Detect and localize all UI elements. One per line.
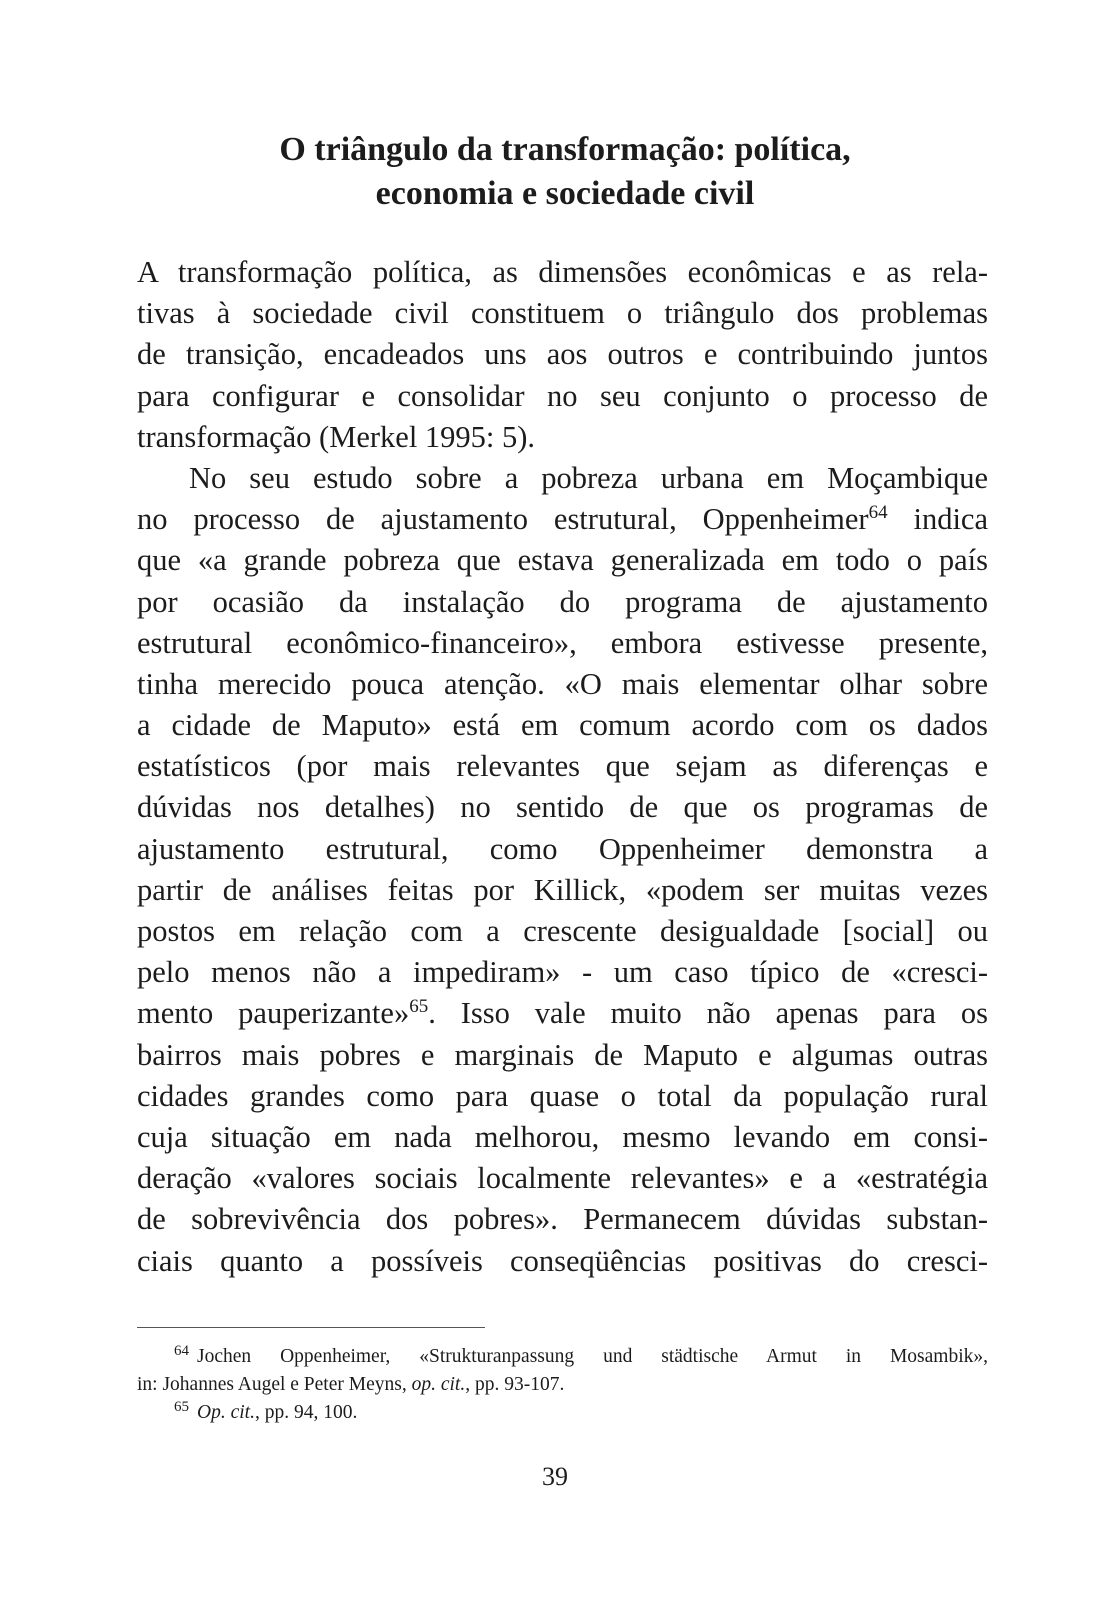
footnote-text: , pp. 93-107.: [465, 1374, 565, 1395]
text-line: [137, 993, 988, 1034]
text-line: tinha merecido pouca atenção. «O mais elementar olhar sobre: [137, 666, 988, 701]
chapter-title: [140, 128, 990, 216]
text-line: A transformação política, as dimensões econômicas e as rela-: [137, 255, 988, 289]
text-line: deração «valores sociais localmente relevantes» e a «estratégia: [137, 1161, 988, 1196]
text-fragment: indica: [887, 502, 988, 537]
text-line: postos em relação com a crescente desigualdade [social] ou: [137, 914, 988, 948]
footnote-ref-64[interactable]: 64: [868, 502, 888, 524]
footnote-64: [137, 1343, 988, 1371]
footnote-text: in: Johannes Augel e Peter Meyns,: [137, 1374, 412, 1395]
footnotes: [137, 1343, 988, 1427]
text-line: de transição, encadeados uns aos outros e contribuindo juntos: [137, 337, 988, 372]
text-line: pelo menos não a impediram» - um caso típico de «cresci-: [137, 955, 988, 990]
text-line: bairros mais pobres e marginais de Maputo e algumas outras: [137, 1037, 988, 1072]
footnote-65: [137, 1399, 988, 1427]
text-line: No seu estudo sobre a pobreza urbana em Moçambique: [189, 460, 988, 495]
text-line: de sobrevivência dos pobres». Permanecem dúvidas substan-: [137, 1202, 988, 1237]
text-line: para configurar e consolidar no seu conjunto o processo de: [137, 378, 988, 413]
footnote-citation: Op. cit.: [197, 1402, 255, 1423]
text-line: transformação (Merkel 1995: 5).: [137, 419, 536, 454]
footnote-citation: op. cit.: [411, 1374, 466, 1395]
text-line: ciais quanto a possíveis conseqüências positivas do cresci-: [137, 1243, 988, 1278]
text-line: que «a grande pobreza que estava generalizada em todo o país: [137, 543, 988, 578]
text-fragment: . Isso vale muito não apenas para os: [428, 996, 988, 1031]
footnote-number: 64: [174, 1343, 189, 1359]
text-fragment: no processo de ajustamento estrutural, Oppenheimer: [137, 502, 869, 537]
footnote-ref-65[interactable]: 65: [409, 996, 429, 1018]
footnote-64-continued: [137, 1371, 988, 1399]
footnote-text: Jochen Oppenheimer, «Strukturanpassung und städtische Armut in Mosambik»,: [197, 1346, 988, 1367]
footnote-text: , pp. 94, 100.: [254, 1402, 358, 1423]
text-line: a cidade de Maputo» está em comum acordo com os dados: [137, 708, 988, 743]
text-line: partir de análises feitas por Killick, «podem ser muitas vezes: [137, 872, 988, 907]
chapter-title-line-2: economia e sociedade civil: [375, 175, 755, 212]
text-line: por ocasião da instalação do programa de ajustamento: [137, 584, 988, 619]
text-line: [137, 499, 988, 540]
footnote-number: 65: [174, 1399, 189, 1415]
text-line: estrutural econômico-financeiro», embora estivesse presente,: [137, 625, 988, 660]
text-line: dúvidas nos detalhes) no sentido de que os programas de: [137, 790, 988, 825]
chapter-title-line-1: O triângulo da transformação: política,: [279, 131, 851, 168]
text-line: cidades grandes como para quase o total da população rural: [137, 1078, 988, 1113]
footnote-separator: [137, 1327, 485, 1328]
text-line: tivas à sociedade civil constituem o triângulo dos problemas: [137, 296, 988, 331]
text-line: cuja situação em nada melhorou, mesmo levando em consi-: [137, 1119, 988, 1154]
text-line: estatísticos (por mais relevantes que sejam as diferenças e: [137, 749, 988, 784]
page-number: 39: [542, 1462, 568, 1491]
body-text: [137, 252, 988, 1282]
text-line: ajustamento estrutural, como Oppenheimer demonstra a: [137, 831, 988, 866]
text-fragment: mento pauperizante»: [137, 996, 410, 1031]
